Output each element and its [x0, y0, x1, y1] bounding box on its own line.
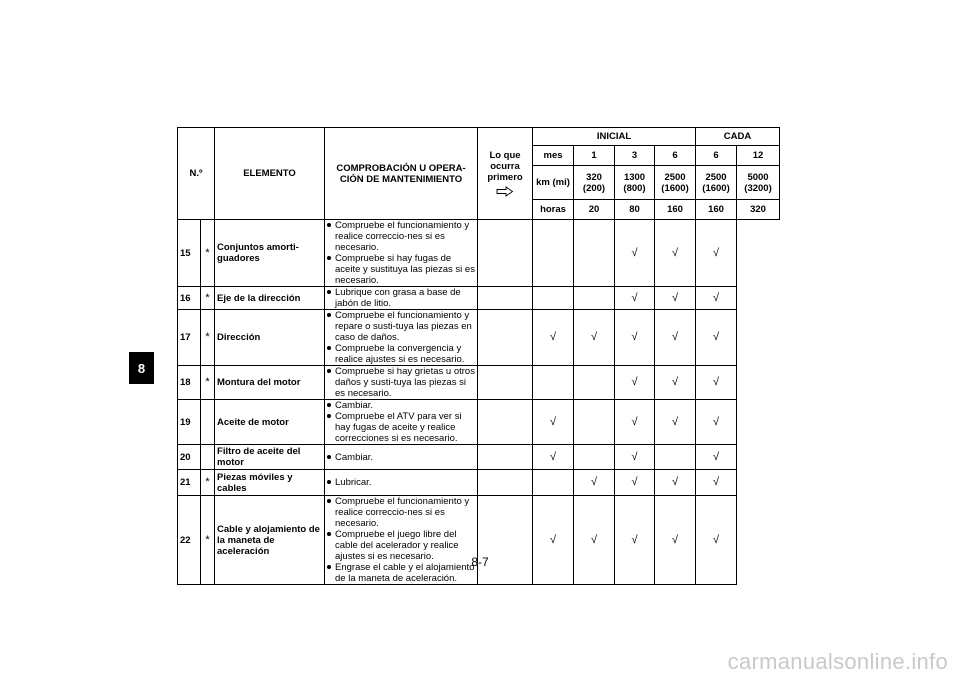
row-num: 19 [178, 400, 201, 445]
table-row [178, 366, 780, 400]
check-mark: √ [533, 496, 574, 585]
horas-value: 320 [737, 200, 780, 220]
row-whichever-cell [478, 470, 533, 496]
horas-value: 160 [655, 200, 696, 220]
arrow-right-icon [496, 186, 514, 197]
row-checks [325, 220, 478, 287]
row-checks [325, 310, 478, 366]
check-mark: √ [615, 445, 655, 470]
km-value: 5000 (3200) [737, 166, 780, 200]
row-star: * [201, 366, 215, 400]
check-mark [574, 400, 615, 445]
row-star: * [201, 470, 215, 496]
row-num: 16 [178, 287, 201, 310]
km-value: 2500 (1600) [655, 166, 696, 200]
row-star: * [201, 220, 215, 287]
check-mark: √ [696, 287, 737, 310]
check-mark: √ [696, 445, 737, 470]
check-mark [533, 220, 574, 287]
check-item: Cambiar. [327, 400, 475, 411]
check-mark: √ [655, 470, 696, 496]
row-star: * [201, 496, 215, 585]
check-mark: √ [615, 366, 655, 400]
header-initial: INICIAL [533, 128, 696, 146]
mes-value: 3 [615, 146, 655, 166]
check-mark: √ [696, 366, 737, 400]
row-num: 17 [178, 310, 201, 366]
row-whichever-cell [478, 366, 533, 400]
row-whichever-cell [478, 287, 533, 310]
check-mark: √ [615, 470, 655, 496]
row-star [201, 445, 215, 470]
check-item: Compruebe si hay grietas u otros daños y susti-tuya las piezas si es necesario. [327, 366, 475, 399]
row-star [201, 400, 215, 445]
check-mark: √ [615, 220, 655, 287]
header-num: N.º [178, 128, 215, 220]
row-checks [325, 496, 478, 585]
header-whichever [478, 128, 533, 220]
check-mark: √ [615, 400, 655, 445]
check-mark: √ [574, 496, 615, 585]
check-mark [533, 287, 574, 310]
horas-label: horas [533, 200, 574, 220]
horas-value: 80 [615, 200, 655, 220]
header-element: ELEMENTO [215, 128, 325, 220]
check-item: Compruebe el funcionamiento y realice correccio-nes si es necesario. [327, 220, 475, 253]
row-whichever-cell [478, 220, 533, 287]
mes-value: 6 [655, 146, 696, 166]
table-row [178, 310, 780, 366]
header-every: CADA [696, 128, 780, 146]
row-whichever-cell [478, 400, 533, 445]
check-item: Compruebe el juego libre del cable del acelerador y realice ajustes si es necesario. [327, 529, 475, 562]
check-mark: √ [533, 445, 574, 470]
mes-label: mes [533, 146, 574, 166]
watermark: carmanualsonline.info [727, 649, 948, 674]
maintenance-table [177, 127, 780, 585]
check-mark: √ [615, 496, 655, 585]
mes-value: 1 [574, 146, 615, 166]
check-mark: √ [533, 400, 574, 445]
row-whichever-cell [478, 445, 533, 470]
page-number: 8-7 [471, 555, 489, 569]
row-element: Piezas móviles y cables [215, 470, 325, 496]
check-item: Compruebe el ATV para ver si hay fugas de aceite y realice correcciones si es necesario. [327, 411, 475, 444]
check-mark: √ [655, 400, 696, 445]
row-element: Eje de la dirección [215, 287, 325, 310]
row-element: Aceite de motor [215, 400, 325, 445]
check-mark: √ [696, 310, 737, 366]
check-mark: √ [655, 496, 696, 585]
table-row [178, 287, 780, 310]
row-num: 22 [178, 496, 201, 585]
row-whichever-cell [478, 496, 533, 585]
row-element: Montura del motor [215, 366, 325, 400]
check-mark: √ [615, 310, 655, 366]
row-star: * [201, 287, 215, 310]
row-whichever-cell [478, 310, 533, 366]
row-element: Cable y alojamiento de la maneta de aceleración [215, 496, 325, 585]
check-mark [574, 445, 615, 470]
row-num: 21 [178, 470, 201, 496]
check-mark: √ [655, 366, 696, 400]
section-tab: 8 [129, 352, 154, 384]
table-row [178, 496, 780, 585]
km-value: 1300 (800) [615, 166, 655, 200]
row-checks [325, 366, 478, 400]
check-mark [533, 470, 574, 496]
check-item: Cambiar. [327, 452, 475, 463]
check-mark: √ [696, 470, 737, 496]
check-mark: √ [696, 496, 737, 585]
check-mark [574, 287, 615, 310]
row-checks [325, 470, 478, 496]
whichever-label: Lo que ocurra primero [487, 150, 523, 183]
horas-value: 160 [696, 200, 737, 220]
check-mark: √ [533, 310, 574, 366]
row-star: * [201, 310, 215, 366]
check-item: Compruebe la convergencia y realice ajustes si es necesario. [327, 343, 475, 365]
check-mark [574, 220, 615, 287]
check-mark: √ [696, 400, 737, 445]
check-mark [655, 445, 696, 470]
check-item: Compruebe el funcionamiento y realice correccio-nes si es necesario. [327, 496, 475, 529]
mes-value: 6 [696, 146, 737, 166]
check-mark: √ [574, 470, 615, 496]
row-element: Dirección [215, 310, 325, 366]
check-mark [574, 366, 615, 400]
check-mark [533, 366, 574, 400]
horas-value: 20 [574, 200, 615, 220]
table-row [178, 400, 780, 445]
check-mark: √ [655, 310, 696, 366]
table-row [178, 470, 780, 496]
check-item: Engrase el cable y el alojamiento de la maneta de aceleración. [327, 562, 475, 584]
check-item: Lubricar. [327, 477, 475, 488]
header-check: COMPROBACIÓN U OPERA-CIÓN DE MANTENIMIENTO [325, 128, 478, 220]
row-element: Conjuntos amorti-guadores [215, 220, 325, 287]
mes-value: 12 [737, 146, 780, 166]
row-num: 15 [178, 220, 201, 287]
row-checks [325, 287, 478, 310]
check-item: Compruebe si hay fugas de aceite y sustituya las piezas si es necesario. [327, 253, 475, 286]
row-num: 18 [178, 366, 201, 400]
row-checks [325, 400, 478, 445]
check-mark: √ [655, 287, 696, 310]
check-item: Compruebe el funcionamiento y repare o susti-tuya las piezas en caso de daños. [327, 310, 475, 343]
check-item: Lubrique con grasa a base de jabón de litio. [327, 287, 475, 309]
km-label: km (mi) [533, 166, 574, 200]
table-row [178, 445, 780, 470]
row-checks [325, 445, 478, 470]
table-row [178, 220, 780, 287]
check-mark: √ [655, 220, 696, 287]
check-mark: √ [615, 287, 655, 310]
row-element: Filtro de aceite del motor [215, 445, 325, 470]
km-value: 2500 (1600) [696, 166, 737, 200]
check-mark: √ [696, 220, 737, 287]
row-num: 20 [178, 445, 201, 470]
check-mark: √ [574, 310, 615, 366]
km-value: 320 (200) [574, 166, 615, 200]
